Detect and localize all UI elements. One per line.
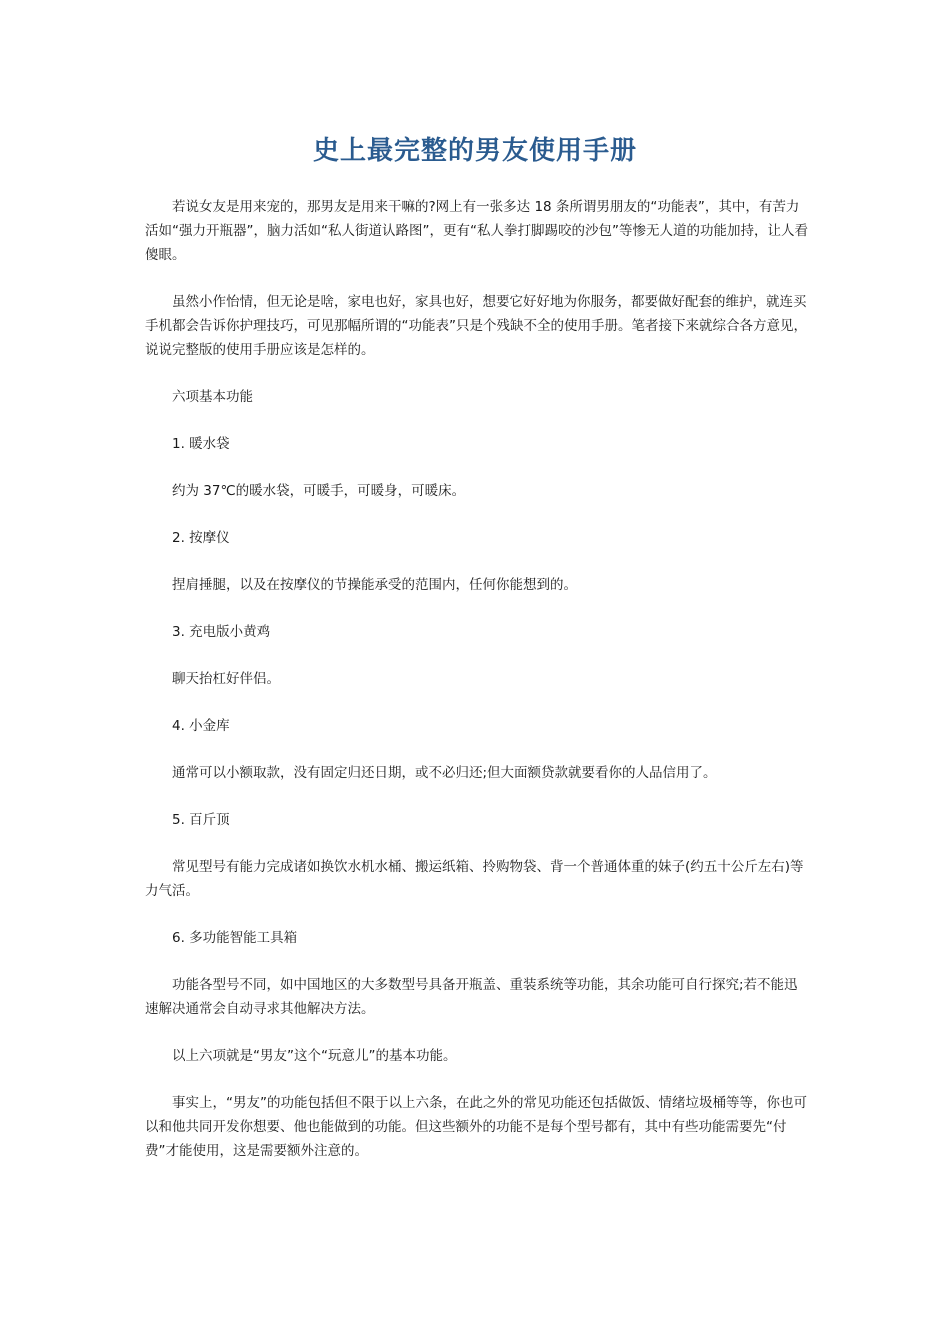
item-heading-5: 5. 百斤顶 <box>172 812 230 828</box>
item-desc-6: 功能各型号不同，如中国地区的大多数型号具备开瓶盖、重装系统等功能，其余功能可自行探究;若不能迅速解决通常会自动寻求其他解决方法。 <box>145 977 798 1017</box>
item-desc-3: 聊天抬杠好伴侣。 <box>172 671 280 687</box>
document-body <box>145 195 810 1163</box>
intro-paragraph-1: 若说女友是用来宠的，那男友是用来干嘛的?网上有一张多达 18 条所谓男朋友的“功能表”，其中，有苦力活如“强力开瓶器”，脑力活如“私人街道认路图”，更有“私人拳打脚踢咬的沙包”等惨无人道的功能加持，让人看傻眼。 <box>145 199 808 263</box>
item-desc-2: 捏肩捶腿，以及在按摩仪的节操能承受的范围内，任何你能想到的。 <box>172 577 577 593</box>
intro-paragraph-2: 虽然小作怡情，但无论是啥，家电也好，家具也好，想要它好好地为你服务，都要做好配套的维护，就连买手机都会告诉你护理技巧，可见那幅所谓的“功能表”只是个残缺不全的使用手册。笔者接下来就综合各方意见，说说完整版的使用手册应该是怎样的。 <box>145 294 807 358</box>
item-desc-1: 约为 37℃的暖水袋，可暖手，可暖身，可暖床。 <box>172 483 466 499</box>
summary-paragraph-1: 以上六项就是“男友”这个“玩意儿”的基本功能。 <box>172 1048 457 1064</box>
item-heading-4: 4. 小金库 <box>172 718 230 734</box>
item-desc-5: 常见型号有能力完成诸如换饮水机水桶、搬运纸箱、拎购物袋、背一个普通体重的妹子(约五十公斤左右)等力气活。 <box>145 859 804 899</box>
item-heading-1: 1. 暖水袋 <box>172 436 230 452</box>
document-title: 史上最完整的男友使用手册 <box>312 136 637 166</box>
summary-paragraph-2: 事实上，“男友”的功能包括但不限于以上六条，在此之外的常见功能还包括做饭、情绪垃圾桶等等，你也可以和他共同开发你想要、他也能做到的功能。但这些额外的功能不是每个型号都有，其中有些功能需要先“付费”才能使用，这是需要额外注意的。 <box>145 1095 807 1159</box>
item-heading-6: 6. 多功能智能工具箱 <box>172 930 298 946</box>
item-desc-4: 通常可以小额取款，没有固定归还日期，或不必归还;但大面额贷款就要看你的人品信用了。 <box>172 765 717 781</box>
item-heading-3: 3. 充电版小黄鸡 <box>172 624 271 640</box>
item-heading-2: 2. 按摩仪 <box>172 530 230 546</box>
section-heading: 六项基本功能 <box>172 389 253 405</box>
